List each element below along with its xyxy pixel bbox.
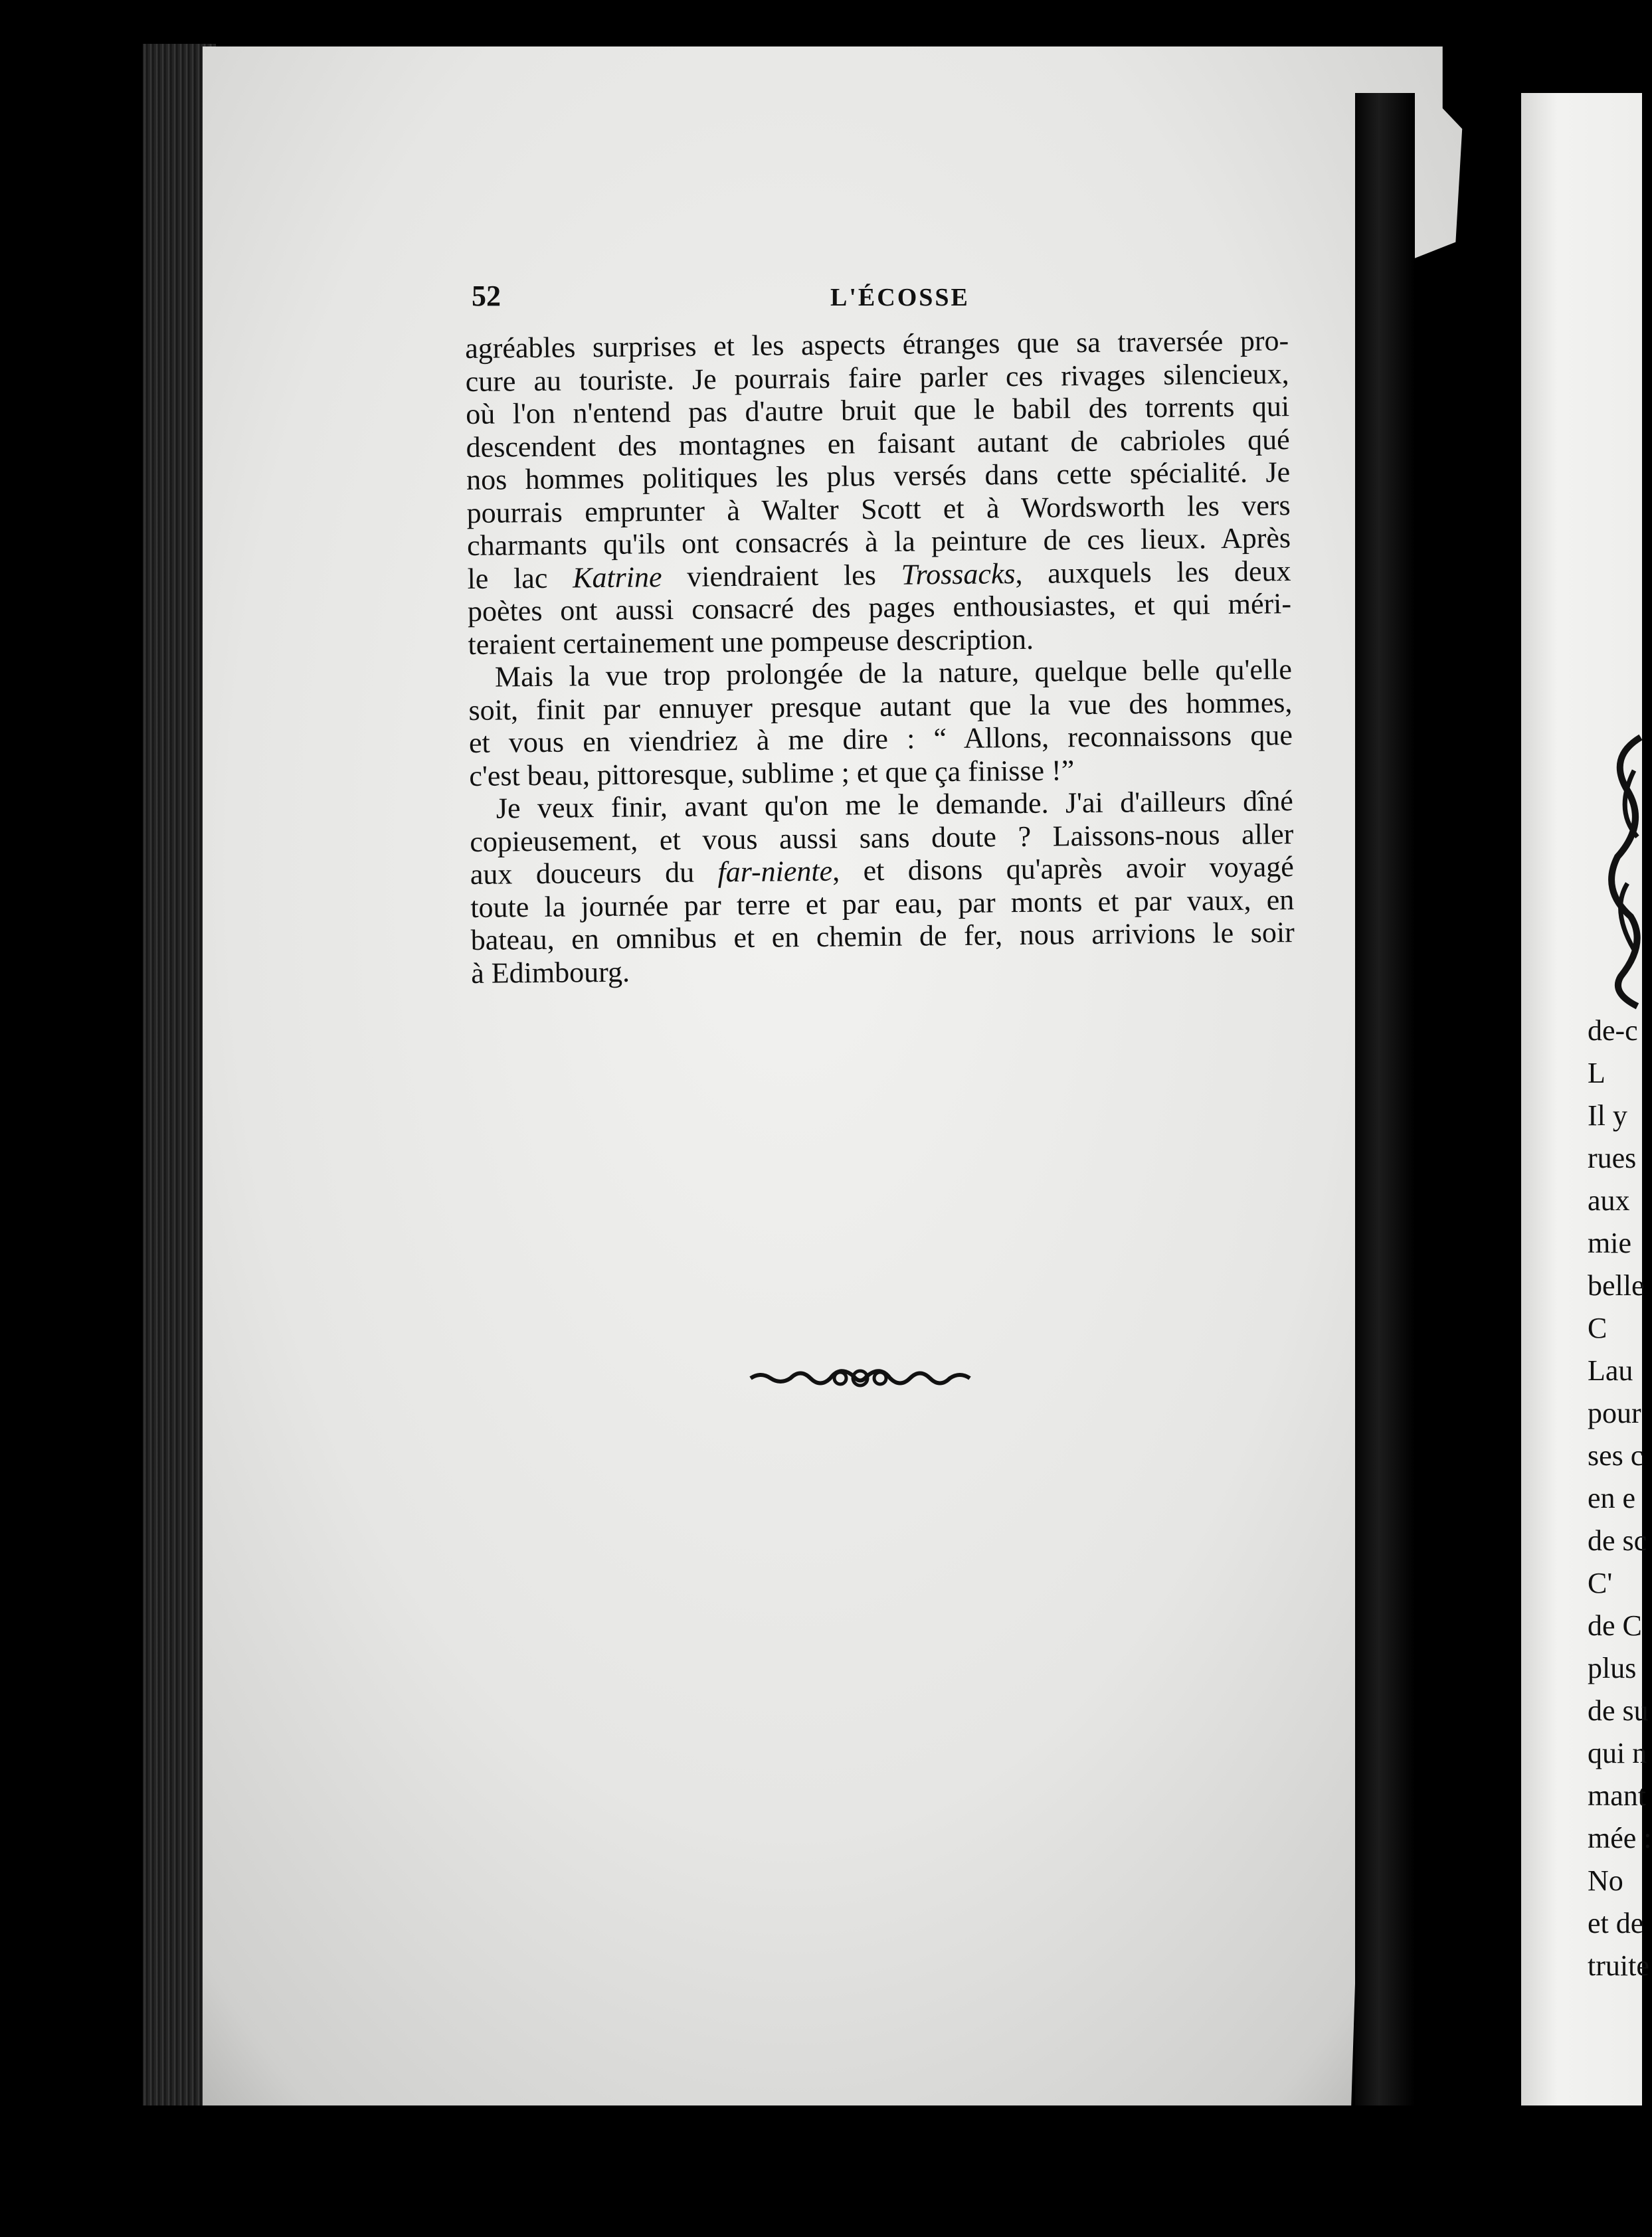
facing-line: L	[1588, 1057, 1606, 1089]
text-line: soit, finit par ennuyer presque autant que la vue des hommes,	[468, 685, 1293, 727]
facing-line: mant	[1588, 1779, 1646, 1812]
scan-border-bottom	[0, 2105, 1642, 2237]
text-line: nos hommes politiques les plus versés dans cette spécialité. Je	[466, 456, 1291, 496]
running-head	[472, 279, 1289, 325]
facing-line: mie	[1588, 1227, 1631, 1259]
facing-line: qui n	[1588, 1737, 1647, 1769]
text-line: copieusement, et vous aussi sans doute ? Laissons-nous aller	[470, 817, 1294, 858]
facing-line: truite	[1588, 1949, 1649, 1982]
text-run: le lac	[467, 561, 548, 595]
facing-line: Il y	[1588, 1099, 1627, 1132]
tailpiece-ornament-icon	[747, 1362, 973, 1395]
scan-border-top	[0, 0, 1642, 44]
facing-line: de-c	[1588, 1014, 1638, 1047]
facing-line: de sc	[1588, 1524, 1647, 1557]
book-gutter	[1355, 93, 1415, 2105]
italic-far-niente: far-niente	[717, 854, 833, 889]
page-number: 52	[472, 280, 501, 312]
text-line: Je veux finir, avant qu'on me le demande. J'ai d'ailleurs dîné	[496, 784, 1294, 825]
italic-trossacks: Trossacks	[901, 557, 1016, 591]
text-line: et vous en viendriez à me dire : “ Allons, reconnaissons que	[468, 719, 1293, 759]
facing-line: pour	[1588, 1397, 1641, 1429]
facing-line: No	[1588, 1864, 1623, 1897]
text-line: c'est beau, pittoresque, sublime ; et que ça finisse !”	[469, 753, 1075, 792]
text-run: , auxquels les deux	[1015, 554, 1291, 590]
text-line: où l'on n'entend pas d'autre bruit que le babil des torrents qui	[465, 390, 1290, 430]
facing-page-text	[1588, 1010, 1652, 1987]
text-line: bateau, en omnibus et en chemin de fer, nous arrivions le soir	[470, 916, 1295, 956]
text-line: Mais la vue trop prolongée de la nature, quelque belle qu'elle	[494, 653, 1293, 693]
facing-line: ses c	[1588, 1439, 1644, 1472]
running-title: L'ÉCOSSE	[830, 284, 970, 312]
facing-line: Lau	[1588, 1354, 1633, 1387]
text-line: descendent des montagnes en faisant autant de cabrioles qué	[466, 422, 1290, 464]
facing-line: et de	[1588, 1907, 1644, 1939]
body-text	[465, 324, 1295, 990]
text-run: aux douceurs du	[470, 855, 695, 891]
text-line: charmants qu'ils ont consacrés à la peinture de ces lieux. Après	[466, 521, 1291, 562]
text-line: agréables surprises et les aspects étranges que sa traversée pro-	[465, 324, 1289, 365]
facing-line: de su	[1588, 1694, 1649, 1727]
text-line: poètes ont aussi consacré des pages enthousiastes, et qui méri-	[467, 587, 1292, 628]
italic-katrine: Katrine	[572, 560, 662, 594]
facing-line: C'	[1588, 1567, 1613, 1599]
facing-line: mée :	[1588, 1822, 1652, 1854]
facing-line: de C	[1588, 1609, 1642, 1642]
facing-line: rues	[1588, 1142, 1637, 1174]
facing-line: en e	[1588, 1482, 1636, 1514]
facing-page-ornament-icon	[1601, 731, 1647, 1010]
text-line: toute la journée par terre et par eau, par monts et par vaux, en	[470, 883, 1295, 924]
text-line: pourrais emprunter à Walter Scott et à Wordsworth les vers	[466, 488, 1291, 529]
facing-line: aux	[1588, 1184, 1630, 1217]
text-run: , et disons qu'après avoir voyagé	[832, 850, 1295, 887]
text-line: à Edimbourg.	[471, 955, 630, 990]
text-run: viendraient les	[687, 558, 877, 593]
text-line: cure au touriste. Je pourrais faire parler ces rivages silencieux,	[465, 357, 1289, 398]
text-line: teraient certainement une pompeuse description.	[468, 622, 1034, 661]
facing-line: C	[1588, 1312, 1607, 1344]
facing-line: belle	[1588, 1269, 1645, 1302]
facing-line: plus	[1588, 1652, 1637, 1684]
